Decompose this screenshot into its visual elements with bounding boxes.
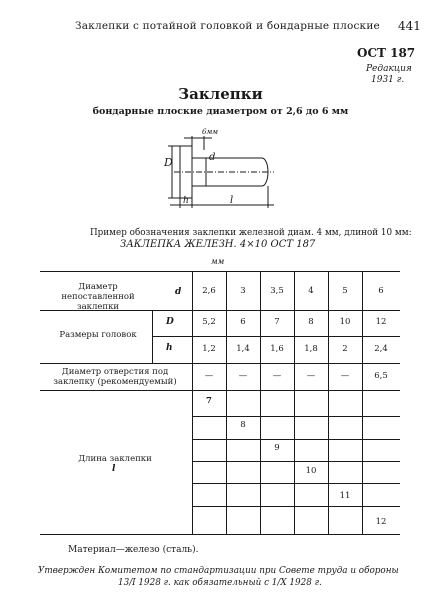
hole-cell: —: [340, 371, 350, 381]
page-number: 441: [398, 19, 421, 33]
head-D-cell: 10: [339, 317, 351, 327]
drawing-label-h: h: [183, 196, 189, 206]
approval-footnote-line2: 13/I 1928 г. как обязательный с 1/X 1928 г.: [118, 578, 322, 588]
drawing-label-6mm: 6мм: [202, 128, 219, 136]
edition-label: Редакция: [366, 64, 412, 74]
length-cell: 10: [305, 466, 317, 476]
diameter-cell: 5: [342, 286, 348, 296]
length-cell: 11: [339, 491, 351, 501]
hole-cell: —: [204, 371, 214, 381]
row-symbol-D: D: [166, 317, 174, 327]
units-label: мм: [211, 257, 225, 266]
head-D-cell: 8: [308, 317, 314, 327]
length-cell: 8: [240, 420, 246, 430]
diameter-cell: 4: [308, 286, 314, 296]
edition-year: 1931 г.: [371, 75, 405, 85]
row-label-head-sizes: Размеры головок: [59, 330, 137, 340]
diameter-cell: 3,5: [270, 286, 284, 296]
material-note: Материал—железо (сталь).: [68, 545, 199, 555]
head-D-cell: 7: [274, 317, 280, 327]
page-subtitle: бондарные плоские диаметром от 2,6 до 6 мм: [92, 106, 349, 117]
hole-cell: 6,5: [374, 371, 388, 381]
diameter-cell: 3: [240, 286, 246, 296]
length-cell: 9: [274, 443, 280, 453]
hole-cell: —: [238, 371, 248, 381]
head-D-cell: 5,2: [202, 317, 216, 327]
hole-cell: —: [272, 371, 282, 381]
drawing-label-l: l: [230, 195, 234, 206]
length-cell: 7: [206, 396, 212, 406]
row-label-length: Длина заклепки: [78, 454, 152, 464]
head-D-cell: 12: [375, 317, 387, 327]
drawing-label-D: D: [164, 156, 173, 169]
row-label-nominal-diameter: Диаметр непоставленной заклепки: [61, 282, 135, 312]
running-title: Заклепки с потайной головкой и бондарные плоские: [75, 20, 380, 32]
diameter-cell: 6: [378, 286, 384, 296]
hole-cell: —: [306, 371, 316, 381]
head-h-cell: 1,2: [202, 344, 216, 354]
length-cell: 12: [375, 517, 387, 527]
row-label-hole-diameter: Диаметр отверстия под заклепку (рекомендуемый): [53, 367, 177, 387]
head-h-cell: 2,4: [374, 344, 388, 354]
head-h-cell: 1,6: [270, 344, 284, 354]
designation-example: ЗАКЛЕПКА ЖЕЛЕЗН. 4×10 ОСТ 187: [120, 239, 316, 250]
head-h-cell: 1,8: [304, 344, 318, 354]
row-symbol-d: d: [175, 287, 182, 297]
approval-footnote-line1: Утвержден Комитетом по стандартизации при Совете труда и обороны: [38, 566, 399, 576]
drawing-label-d: d: [209, 152, 216, 163]
diameter-cell: 2,6: [202, 286, 216, 296]
row-symbol-h: h: [166, 343, 173, 353]
standard-code: ОСТ 187: [357, 46, 416, 60]
row-symbol-l: l: [112, 464, 116, 474]
head-h-cell: 1,4: [236, 344, 250, 354]
head-D-cell: 6: [240, 317, 246, 327]
page-title: Заклепки: [178, 85, 263, 103]
head-h-cell: 2: [342, 344, 348, 354]
designation-text: Пример обозначения заклепки железной диам. 4 мм, длиной 10 мм:: [90, 228, 412, 238]
